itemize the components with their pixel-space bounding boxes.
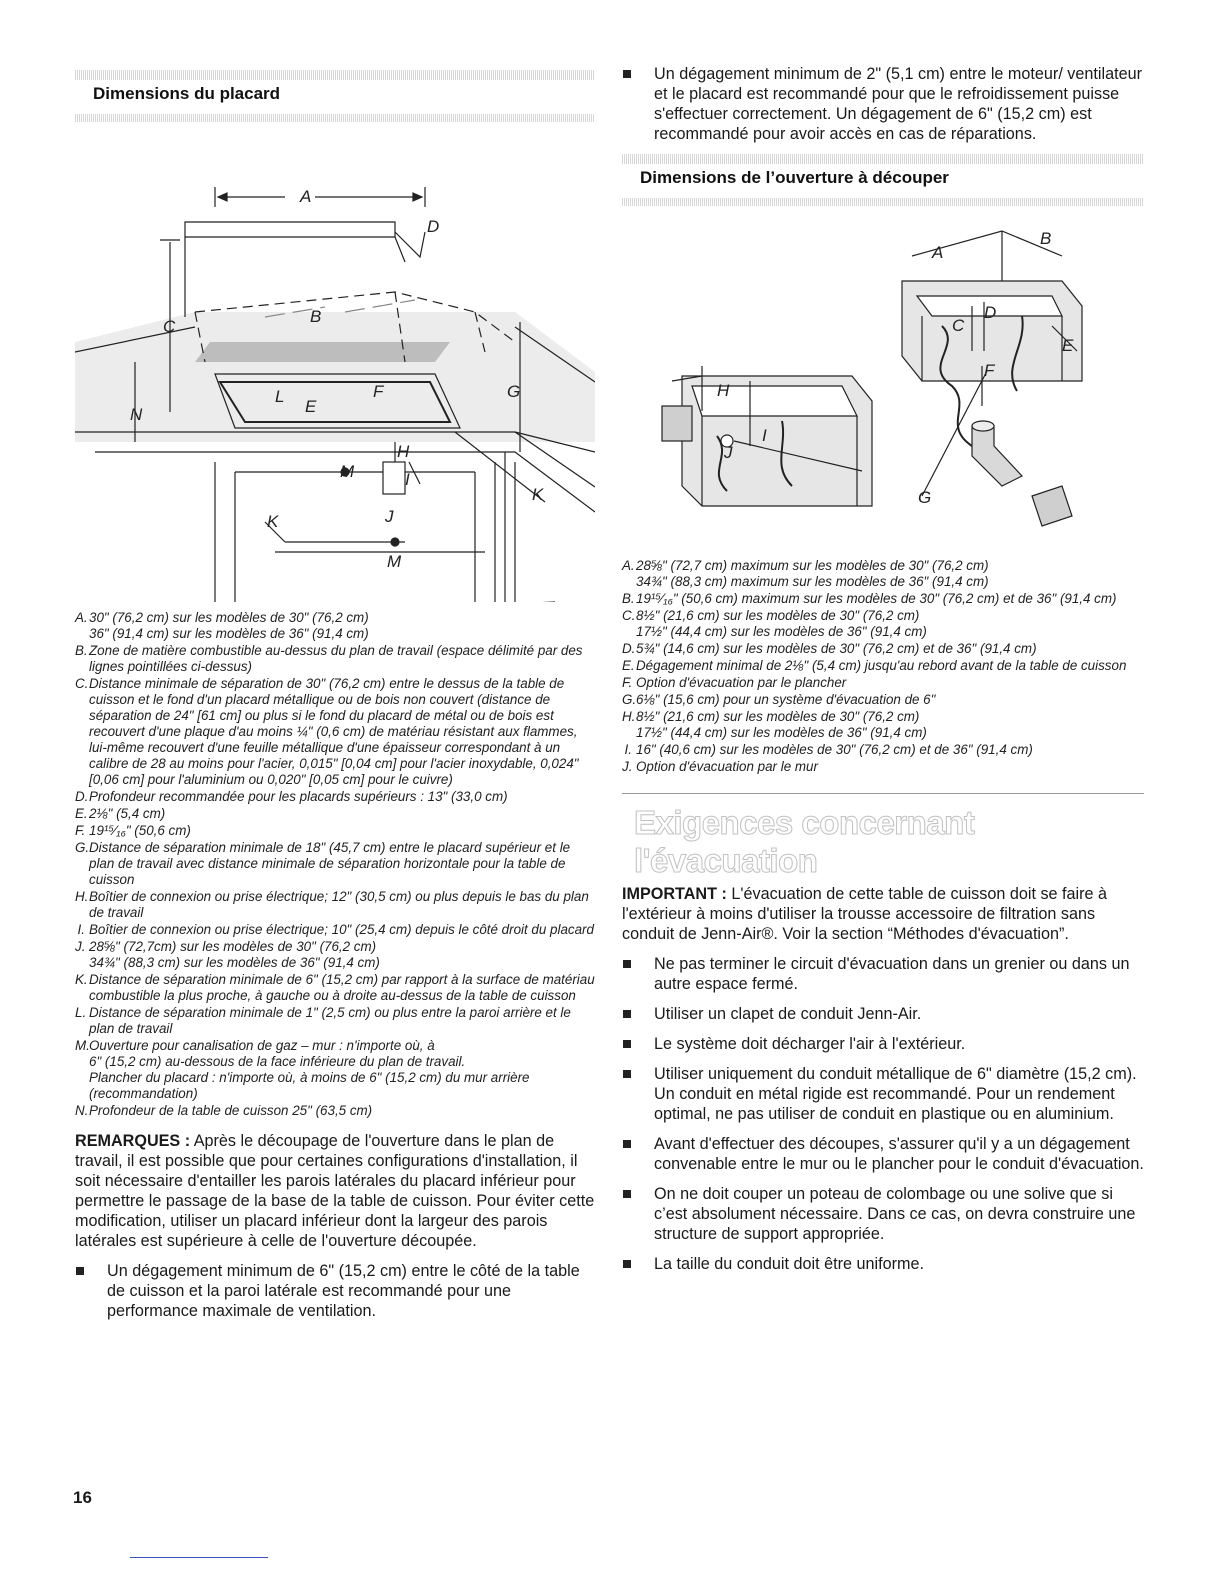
cabinet-dimensions-diagram: [75, 122, 595, 602]
diagram1-label-m2: M: [387, 552, 402, 571]
legend-item: B. Zone de matière combustible au-dessus du plan de travail (espace délimité par des lignes pointillées ci-dessus): [75, 643, 583, 674]
diagram1-label-a: A: [300, 187, 312, 206]
legend-item: N. Profondeur de la table de cuisson 25" (63,5 cm): [75, 1103, 373, 1118]
list-item: Utiliser un clapet de conduit Jenn-Air.: [622, 1004, 1144, 1024]
list-item: Un dégagement minimum de 6" (15,2 cm) entre le côté de la table de cuisson et la paroi latérale est recommandé pour une performance maximale de ventilation.: [75, 1261, 595, 1321]
legend-item: C. 8½" (21,6 cm) sur les modèles de 30" (76,2 cm) 17½" (44,4 cm) sur les modèles de 36" (91,4 cm): [622, 608, 927, 639]
diagram1-label-m: M: [340, 462, 355, 481]
legend-item: F. Option d'évacuation par le plancher: [622, 675, 847, 690]
diagram1-label-k: K: [532, 485, 544, 504]
legend-item: E. Dégagement minimal de 2⅛" (5,4 cm) jusqu'au rebord avant de la table de cuisson: [622, 658, 1127, 673]
legend-item: J. Option d'évacuation par le mur: [622, 759, 818, 774]
remarques-paragraph: [75, 1131, 595, 1251]
diagram2-label-b: B: [1040, 229, 1052, 248]
list-item: La taille du conduit doit être uniforme.: [622, 1254, 1144, 1274]
diagram1-label-f: F: [373, 382, 384, 401]
diagram1-label-k2: K: [267, 512, 279, 531]
diagram1-label-c: C: [163, 317, 176, 336]
left-column: [75, 70, 595, 1331]
legend-item: A. 28⅝" (72,7 cm) maximum sur les modèles de 30" (76,2 cm) 34¾" (88,3 cm) maximum sur les modèles de 36" (91,4 cm): [622, 558, 989, 589]
legend-item: I. Boîtier de connexion ou prise électrique; 10" (25,4 cm) depuis le côté droit du placard: [77, 922, 594, 937]
diagram2-label-a: A: [932, 243, 944, 262]
section-divider: [622, 793, 1144, 794]
legend-item: C. Distance minimale de séparation de 30" (76,2 cm) entre le dessus de la table de cuisson et le fond d'un placard métallique ou de bois non couvert (distance de séparation de 24" [61 cm] ou plus si le fond du placard de métal ou de bois est recouvert d'une plaque d'au moins ¼" (0,6 cm) de matériau résistant aux flammes, lui-même recouvert d'une feuille métallique d'une épaisseur correspondant à un calibre de 28 au moins pour l'acier, 0,015" [0,04 cm] pour l'acier inoxydable, 0,024" [0,06 cm] pour l'aluminium ou 0,020" [0,05 cm] pour le cuivre): [75, 676, 579, 787]
legend-item: G. Distance de séparation minimale de 18" (45,7 cm) entre le placard supérieur et le plan de travail avec distance minimale de séparation horizontale pour la table de cuisson: [75, 840, 571, 887]
diagram1-label-i: I: [405, 470, 410, 489]
bullet-square-icon: [623, 1010, 631, 1018]
diagram1-label-d: D: [427, 217, 440, 236]
diagram1-label-l: L: [275, 387, 285, 406]
cutout-dimensions-legend: [622, 558, 1144, 775]
legend-item: K. Distance de séparation minimale de 6" (15,2 cm) par rapport à la surface de matériau combustible la plus proche, à gauche ou à droite au-dessus de la table de cuisson: [75, 972, 595, 1003]
legend-item: D. 5¾" (14,6 cm) sur les modèles de 30" (76,2 cm) et de 36" (91,4 cm): [622, 641, 1037, 656]
legend-item: M. Ouverture pour canalisation de gaz – mur : n'importe où, à 6" (15,2 cm) au-dessous de la face inférieure du plan de travail. Plancher du placard : n'importe où, à moins de 6" (15,2 cm) du mur arrière (recommandation): [75, 1038, 530, 1101]
diagram2-label-g: G: [918, 488, 932, 507]
diagram2-label-f: F: [984, 361, 995, 380]
section-title-cabinet-dimensions: Dimensions du placard: [93, 84, 281, 103]
left-bullet-list: [75, 1261, 595, 1321]
list-item: On ne doit couper un poteau de colombage ou une solive que si c’est absolument nécessaire. Dans ce cas, on devra construire une structure de support appropriée.: [622, 1184, 1144, 1244]
legend-item: E. 2⅛" (5,4 cm): [75, 806, 166, 821]
footer-link-line: [130, 1557, 268, 1558]
diagram1-label-b: B: [310, 307, 322, 326]
section-header-cutout: [622, 154, 1144, 206]
diagram1-label-e: E: [305, 397, 317, 416]
legend-item: L. Distance de séparation minimale de 1" (2,5 cm) ou plus entre la paroi arrière et le plan de travail: [75, 1005, 571, 1036]
ventilation-bullet-list: [622, 954, 1144, 1274]
right-top-bullet-list: [622, 64, 1144, 144]
legend-item: J. 28⅝" (72,7cm) sur les modèles de 30" (76,2 cm) 34¾" (88,3 cm) sur les modèles de 36" (91,4 cm): [75, 939, 380, 970]
diagram2-label-i: I: [762, 426, 767, 445]
cutout-dimensions-diagram: [622, 206, 1144, 556]
diagram1-label-g: G: [507, 382, 521, 401]
list-item: Un dégagement minimum de 2" (5,1 cm) entre le moteur/ ventilateur et le placard est recommandé pour que le refroidissement puisse s'effectuer correctement. Un dégagement de 6" (15,2 cm) est recommandé pour avoir accès en cas de réparations.: [622, 64, 1144, 144]
legend-item: G. 6⅛" (15,6 cm) pour un système d'évacuation de 6": [622, 692, 936, 707]
important-paragraph: [622, 884, 1144, 944]
important-label: IMPORTANT :: [622, 885, 727, 903]
bullet-square-icon: [623, 1070, 631, 1078]
remarques-label: REMARQUES :: [75, 1132, 191, 1150]
bullet-square-icon: [76, 1267, 84, 1275]
bullet-square-icon: [623, 1190, 631, 1198]
diagram2-label-h: H: [717, 381, 730, 400]
section-header-cabinet: [75, 70, 595, 122]
section-title-cutout-dimensions: Dimensions de l’ouverture à découper: [640, 168, 949, 187]
cabinet-dimensions-legend: [75, 610, 595, 1119]
bullet-square-icon: [623, 70, 631, 78]
diagram2-label-e: E: [1062, 336, 1074, 355]
right-column: [622, 64, 1144, 1284]
list-item: Utiliser uniquement du conduit métallique de 6" diamètre (15,2 cm). Un conduit en métal rigide est recommandé. Pour un rendement optimal, ne pas utiliser de conduit en plastique ou en aluminium.: [622, 1064, 1144, 1124]
legend-item: H. 8½" (21,6 cm) sur les modèles de 30" (76,2 cm) 17½" (44,4 cm) sur les modèles de 36" (91,4 cm): [622, 709, 927, 740]
legend-item: A. 30" (76,2 cm) sur les modèles de 30" (76,2 cm) 36" (91,4 cm) sur les modèles de 36" (91,4 cm): [75, 610, 369, 641]
diagram2-label-d: D: [984, 303, 997, 322]
list-item: Ne pas terminer le circuit d'évacuation dans un grenier ou dans un autre espace fermé.: [622, 954, 1144, 994]
bullet-square-icon: [623, 960, 631, 968]
bullet-square-icon: [623, 1040, 631, 1048]
diagram2-label-c: C: [952, 316, 965, 335]
bullet-square-icon: [623, 1260, 631, 1268]
page-number: 16: [73, 1488, 92, 1507]
important-text: L'évacuation de cette table de cuisson doit se faire à l'extérieur à moins d'utiliser la trousse accessoire de filtration sans conduit de Jenn-Air®. Voir la section “Méthodes d'évacuation”.: [622, 885, 1108, 943]
legend-item: D. Profondeur recommandée pour les placards supérieurs : 13" (33,0 cm): [75, 789, 508, 804]
section-title-ventilation: Exigences concernant l'évacuation: [634, 804, 975, 879]
legend-item: H. Boîtier de connexion ou prise électrique; 12" (30,5 cm) ou plus depuis le bas du plan de travail: [75, 889, 589, 920]
diagram2-label-j: J: [724, 443, 733, 462]
remarques-text: Après le découpage de l'ouverture dans le plan de travail, il est possible que pour certaines configurations d'installation, il soit nécessaire d'entailler les parois latérales du placard inférieur pour permettre le passage de la base de la table de cuisson. Pour éviter cette modification, utiliser un placard inférieur dont la largeur des parois latérales est supérieure à celle de l'ouverture découpée.: [75, 1132, 595, 1250]
bullet-square-icon: [623, 1140, 631, 1148]
diagram1-label-j: J: [385, 507, 394, 526]
legend-item: I. 16" (40,6 cm) sur les modèles de 30" (76,2 cm) et de 36" (91,4 cm): [624, 742, 1033, 757]
list-item: Avant d'effectuer des découpes, s'assurer qu'il y a un dégagement convenable entre le mur ou le plancher pour le conduit d'évacuation.: [622, 1134, 1144, 1174]
legend-item: F. 19¹⁵⁄₁₆" (50,6 cm): [75, 823, 191, 838]
list-item: Le système doit décharger l'air à l'extérieur.: [622, 1034, 1144, 1054]
legend-item: B. 19¹⁵⁄₁₆" (50,6 cm) maximum sur les modèles de 30" (76,2 cm) et de 36" (91,4 cm): [622, 591, 1117, 606]
diagram1-label-h: H: [397, 442, 410, 461]
diagram1-label-n: N: [130, 405, 143, 424]
